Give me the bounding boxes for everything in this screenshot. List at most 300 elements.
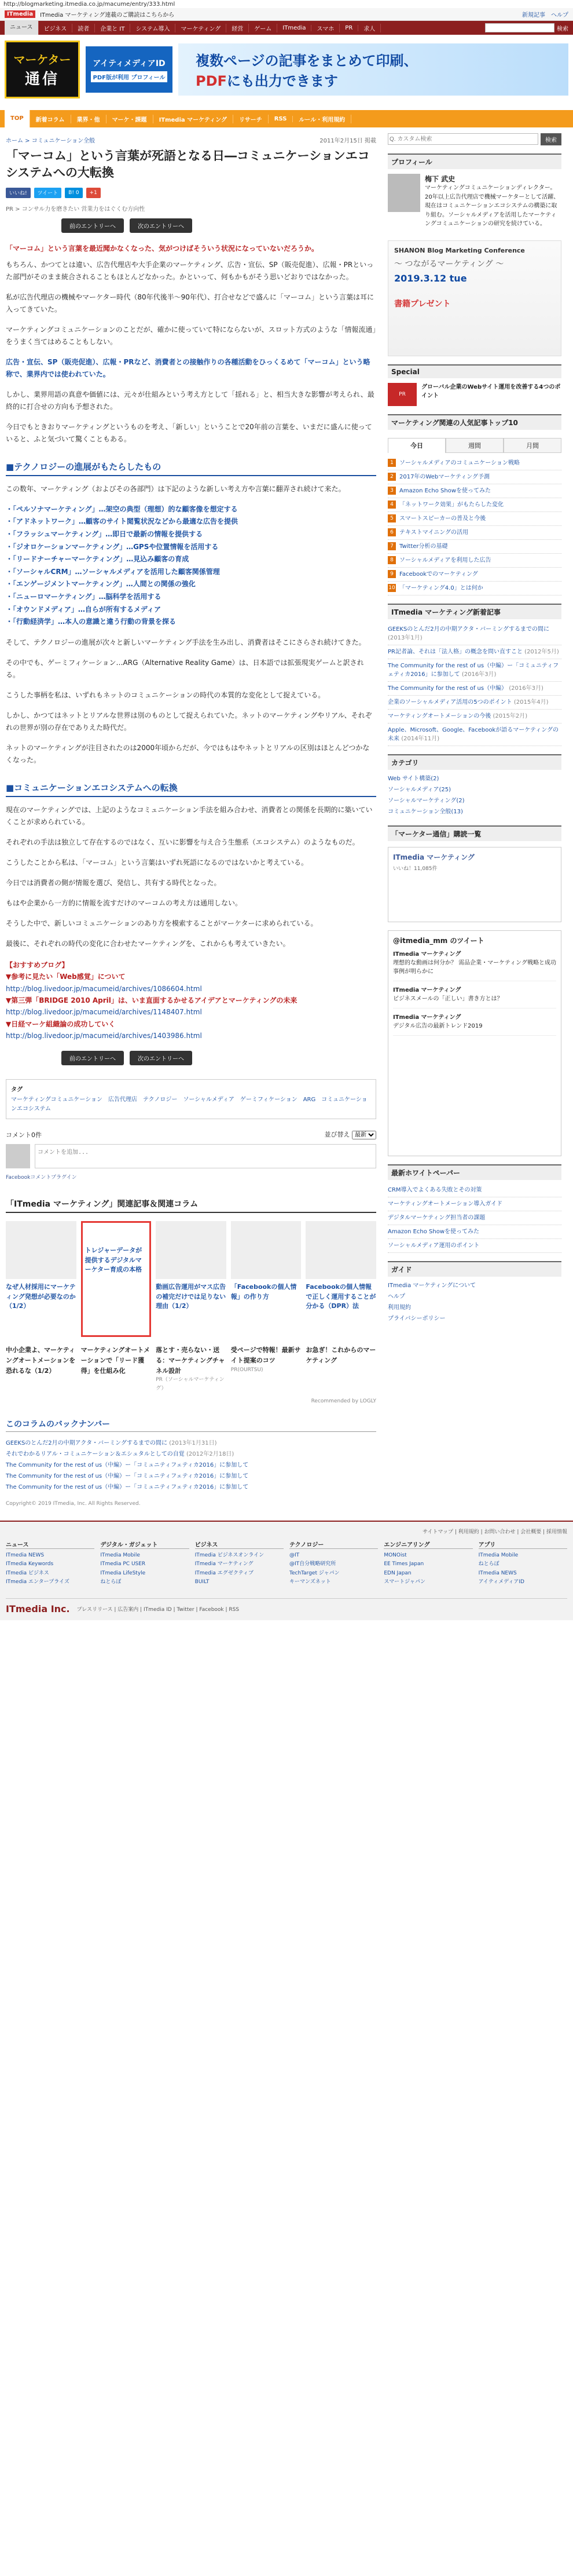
related-link-source: PR（ソーシャルマーケティング）	[156, 1377, 225, 1391]
list-item[interactable]	[388, 659, 561, 682]
list-item: ・「オウンドメディア」…自らが所有するメディア	[6, 605, 161, 613]
footer-link[interactable]: スマートジャパン	[384, 1579, 425, 1585]
whitepaper-list	[388, 1183, 561, 1253]
rank-title: Facebookでのマーケティング	[399, 571, 478, 578]
category-nav	[0, 21, 573, 35]
rank-number: 8	[388, 556, 396, 564]
link-title[interactable]: ▼参考に見たい「Web感覚」について	[6, 973, 126, 981]
news-title: PR記者論、それは「法人格」の概念を問い直すこと	[388, 648, 523, 655]
list-item[interactable]	[6, 1482, 376, 1493]
backnumber-heading: このコラムのバックナンバー	[6, 1418, 376, 1432]
ad-banner-pdf: PDF	[196, 73, 227, 89]
profile-heading: プロフィール	[388, 154, 561, 169]
list-item[interactable]	[388, 526, 561, 540]
backnumber-title: それでわかるリアル・コミュニケーション＆エシュタルとしての自覚	[6, 1451, 185, 1458]
list-item[interactable]	[6, 1438, 376, 1449]
rank-title: Twitter分析の基礎	[399, 543, 448, 550]
related-card-title: Facebookの個人情報で正しく運用することが分かる（DPR）法	[306, 1283, 376, 1310]
recommended-blog-links	[6, 959, 376, 1042]
list-item: ・「行動経済学」…本人の意識と違う行動の背景を探る	[6, 617, 177, 626]
site-header	[0, 35, 573, 104]
article-paragraph: 今日でもときおりマーケティングというものを考え、「新しい」ということで20年前の言葉を、いまだに盛んに使っていると、ふと気づいて驚くこともある。	[6, 422, 372, 443]
site-logo-line2: 通信	[24, 71, 60, 88]
rank-number: 10	[388, 584, 395, 591]
list-item[interactable]	[388, 512, 561, 526]
special-pr-badge: PR	[388, 383, 417, 406]
ad-itmedia-id-title: アイティメディアID	[93, 59, 166, 68]
footer-link[interactable]: ITmedia エグゼクティブ	[194, 1570, 254, 1576]
backnumber-title: GEEKSのとんだ2月の中期アクタ・バーミングするまでの間に	[6, 1440, 167, 1447]
footer-column-heading: エンジニアリング	[384, 1540, 472, 1549]
catnav-item[interactable]: ビジネス	[39, 24, 73, 32]
main-column	[6, 127, 376, 1515]
sidebar-search-button[interactable]: 検索	[541, 133, 561, 145]
mainnav-item[interactable]: 業界・他	[71, 115, 106, 123]
tweet[interactable]	[393, 981, 556, 1009]
related-card-highlighted[interactable]	[81, 1221, 152, 1337]
list-item[interactable]	[388, 623, 561, 645]
site-logo-line1: マーケター	[13, 53, 71, 67]
related-link-source: PR(OURTSU)	[230, 1366, 263, 1373]
list-item[interactable]	[6, 1460, 376, 1471]
category-item[interactable]: Web サイト構築(2)	[388, 775, 439, 782]
backnumber-list	[6, 1438, 376, 1493]
prev-entry-button[interactable]: 前のエントリーへ	[61, 218, 124, 233]
breadcrumb-path[interactable]: ホーム > コミュニケーション全般	[6, 138, 95, 144]
related-card[interactable]	[156, 1221, 226, 1337]
footer-link[interactable]: @IT	[289, 1552, 300, 1559]
guide-heading: ガイド	[388, 1261, 561, 1277]
article-paragraph: それぞれの手法は独立して存在するのではなく、互いに影響を与え合う生態系（エコシステム）のようなものだ。	[6, 838, 359, 846]
rank-number: 4	[388, 500, 396, 509]
article-paragraph: しかし、かつてはネットとリアルな世界は別のものとして捉えられていた。ネットのマーケティングやリアル、それぞれの世界が別の存在でありえた時代だ。	[6, 711, 372, 732]
rank-title: Amazon Echo Showを使ってみた	[399, 487, 491, 494]
list-item[interactable]: ソーシャルメディア運用のポイント	[388, 1239, 561, 1253]
article-paragraph: そうした中で、新しいコミュニケーションのあり方を模索することがマーケターに求められている。	[6, 919, 318, 927]
related-card[interactable]	[306, 1221, 376, 1337]
profile-body	[425, 174, 561, 229]
list-item: ・「ニューロマーケティング」…脳科学を活用する	[6, 592, 161, 601]
article-highlight: 広告・宣伝、SP（販売促進）、広報・PRなど、消費者との接触作りの各種活動をひっくるめて「マーコム」という略称で、業界内では使われていた。	[6, 357, 370, 378]
tweet-text: 理想的な動画は何分か？ 需品企業・マーケティング戦略と成功事例が明らかに	[393, 959, 556, 975]
guide-item[interactable]: ヘルプ	[388, 1293, 405, 1300]
news-title: The Community for the rest of us（中編）ー「コミュニティフェティカ2016」に参加して	[388, 662, 559, 678]
link-title[interactable]: ▼第三弾「BRIDGE 2010 April」は、いま直面するかせるアイデアとマーケティングの未来	[6, 996, 297, 1004]
footer-link[interactable]: EE Times Japan	[384, 1561, 424, 1567]
guide-item[interactable]: プライバシーポリシー	[388, 1315, 446, 1322]
news-title: The Community for the rest of us（中編）	[388, 685, 508, 692]
news-date: (2015年4月)	[513, 699, 549, 706]
footer-column	[195, 1540, 284, 1587]
footer-link[interactable]: MONOist	[384, 1552, 407, 1559]
facebook-page-likes: いいね！11,085件	[393, 865, 438, 872]
footer-brand-logo[interactable]: ITmedia Inc.	[6, 1603, 70, 1615]
profile	[388, 174, 561, 229]
sidebar-search	[388, 133, 561, 145]
mainnav-item[interactable]: マーケ・課題	[106, 115, 153, 123]
category-heading: カテゴリ	[388, 754, 561, 770]
ad-line: 〜 つながるマーケティング 〜	[394, 259, 504, 269]
related-thumbnail	[6, 1221, 76, 1279]
news-date: (2012年5月)	[524, 648, 559, 655]
author-name[interactable]: 梅下 武史	[425, 175, 456, 183]
footer-link[interactable]: ITmedia NEWS	[478, 1570, 517, 1576]
related-link-title: 落とす・売らない・送る：マーケティングチャネル設計	[156, 1346, 225, 1375]
ad-pdf-banner[interactable]	[178, 43, 568, 96]
footer-link[interactable]: ITmedia Mobile	[478, 1552, 519, 1559]
backnumber-title: The Community for the rest of us（中編）ー「コミュニティフェティカ2016」に参加して	[6, 1473, 249, 1480]
related-card-title: トレジャーデータが提供するデジタルマーケター育成の本格	[85, 1247, 142, 1274]
facebook-page-name[interactable]: ITmedia マーケティング	[393, 853, 475, 861]
list-item[interactable]: CRM導入でよくある失敗とその対策	[388, 1183, 561, 1197]
list-item[interactable]	[388, 682, 561, 696]
tags-list[interactable]: マーケティングコミュニケーション 広告代理店 テクノロジー ソーシャルメディア ゲーミフィケーション ARG コミュニケーションエコシステム	[11, 1097, 368, 1113]
copyright: Copyright© 2019 ITmedia, Inc. All Rights Reserved.	[6, 1501, 141, 1507]
related-link[interactable]	[306, 1345, 376, 1393]
rank-title: ソーシャルメディアを利用した広告	[399, 557, 491, 564]
list-item[interactable]	[388, 568, 561, 582]
footer-column-heading: ビジネス	[195, 1540, 284, 1549]
article-paragraph: ネットのマーケティングが注目されたのは2000年頃からだが、今ではもはやネットとリアルの区別はほとんどつかなくなった。	[6, 743, 370, 764]
catnav-item[interactable]: ゲーム	[249, 24, 277, 32]
twitter-timeline-widget[interactable]	[388, 930, 561, 1156]
link-url[interactable]: http://blog.livedoor.jp/macumeid/archives/1086604.html	[6, 984, 202, 993]
tags-label: タグ	[11, 1087, 23, 1094]
rank-title: 「マーケティング4.0」とは何か	[399, 584, 483, 591]
article-paragraph: こうした事柄を私は、いずれもネットのコミュニケーションの時代の本質的な変化として捉えている。	[6, 690, 325, 699]
topbar-link-new[interactable]: 新規記事	[522, 12, 545, 19]
rank-number: 3	[388, 487, 396, 495]
article-date: 2011年2月15日 掲載	[319, 138, 376, 144]
related-card[interactable]	[6, 1221, 76, 1337]
ad-shanon-conference[interactable]	[388, 240, 561, 356]
guide-item[interactable]: 利用規約	[388, 1304, 411, 1311]
tab-today[interactable]: 今日	[388, 438, 446, 453]
sidebar-search-input[interactable]	[388, 133, 538, 145]
list-item[interactable]: Amazon Echo Showを使ってみた	[388, 1225, 561, 1239]
list-item[interactable]	[6, 1471, 376, 1482]
ad-banner-line1: 複数ページの記事をまとめて印刷、	[196, 53, 418, 69]
related-link[interactable]	[156, 1345, 226, 1393]
article-lead: 「マーコム」という言葉を最近聞かなくなった、気がつけばそういう状況になっていないだろうか。	[6, 244, 319, 253]
footer-link[interactable]: ITmedia Keywords	[6, 1561, 54, 1567]
catnav-search-button[interactable]: 検索	[557, 25, 568, 32]
itmedia-logo[interactable]: ITmedia	[5, 10, 35, 18]
list-item[interactable]	[6, 1449, 376, 1460]
ad-line: 書籍プレゼント	[394, 299, 451, 309]
catnav-item[interactable]: システム導入	[130, 24, 175, 32]
ad-itmedia-id[interactable]	[86, 46, 172, 93]
related-link[interactable]	[231, 1345, 302, 1393]
sort-select[interactable]	[352, 1131, 376, 1139]
recommended-by[interactable]: Recommended by LOGLY	[311, 1398, 376, 1405]
footer-link[interactable]: ITmedia エンタープライズ	[6, 1579, 69, 1585]
footer-link[interactable]: キーマンズネット	[289, 1579, 331, 1585]
comment-count: コメント0件	[6, 1131, 42, 1139]
tweet[interactable]	[393, 945, 556, 981]
news-title: 企業のソーシャルメディア活用の5つのポイント	[388, 699, 512, 706]
avatar	[6, 1144, 30, 1168]
ad-banner-line2-rest: にも出力できます	[226, 73, 338, 89]
address-bar[interactable]: http://blogmarketing.itmedia.co.jp/macume/entry/333.html	[0, 0, 573, 8]
related-card-title: なぜ人材採用にマーケティング発想が必要なのか（1/2）	[6, 1283, 76, 1310]
ad-itmedia-id-sub: PDF版が利用 プロフィール	[91, 71, 168, 82]
social-buttons	[6, 188, 376, 198]
list-item[interactable]	[388, 484, 561, 498]
footer-link[interactable]: EDN Japan	[384, 1570, 412, 1576]
footer-link[interactable]: ITmedia LifeStyle	[100, 1570, 146, 1576]
catnav-item[interactable]: 求人	[358, 24, 381, 32]
sort-label: 並び替え	[324, 1131, 350, 1139]
next-entry-button[interactable]: 次のエントリーへ	[130, 218, 192, 233]
pr-note[interactable]: PR > コンサル力を磨きたい 営業力をはぐくむ方向性	[6, 206, 145, 213]
facebook-comments-plugin-link[interactable]: Facebookコメントプラグイン	[6, 1175, 77, 1181]
related-thumbnail	[231, 1221, 302, 1279]
related-link-title: お急ぎ！これからのマーケティング	[306, 1346, 376, 1365]
tweet-button[interactable]: ツイート	[34, 188, 62, 198]
category-item[interactable]: コミュニケーション全般(13)	[388, 808, 463, 815]
facebook-like-button[interactable]: いいね!	[6, 188, 31, 198]
article-paragraph: そして、テクノロジーの進展が次々と新しいマーケティング手法を生み出し、消費者はそこにさらされ続けてきた。	[6, 638, 366, 646]
mainnav-item[interactable]: RSS	[269, 116, 293, 122]
list-item[interactable]	[388, 582, 561, 595]
list-item[interactable]	[388, 554, 561, 568]
author-bio: マーケティングコミュニケーションディレクター。20年以上広告代理店で機械マーケターとして活躍、現在はコミュニケーションエコシステムの構築に取り組む。ソーシャルメディアを活用したマーケティングコミュニケーションの研究を続けている。	[425, 185, 560, 227]
prev-entry-button[interactable]: 前のエントリーへ	[61, 1051, 124, 1065]
article-paragraph: 現在のマーケティングでは、上記のようなコミュニケーション手法を組み合わせ、消費者との関係を長期的に築いていくことが求められている。	[6, 805, 373, 826]
related-heading: 「ITmedia マーケティング」関連記事＆関連コラム	[6, 1198, 376, 1213]
article-paragraph: もちろん、かつてとは違い、広告代理店や大手企業のマーケティング、広告・宣伝、SP（販売促進）、広報・PRといった部門がそのまま統合されることもほとんどなかった。かといって、何もかもがそう思いどおりではなかった。	[6, 260, 374, 281]
tab-week[interactable]: 週間	[446, 438, 504, 453]
topbar-tagline[interactable]: ITmedia マーケティング連載のご購読はこちらから	[40, 12, 175, 19]
facebook-page-widget[interactable]	[388, 847, 561, 922]
rank-title: 「ネットワーク効果」がもたらした変化	[399, 501, 504, 508]
mainnav-item[interactable]: ITmedia マーケティング	[153, 115, 233, 123]
topbar-link-help[interactable]: ヘルプ	[551, 12, 568, 19]
footer-column-heading: テクノロジー	[289, 1540, 378, 1549]
catnav-item[interactable]: マーケティング	[175, 24, 226, 32]
comments-header	[6, 1130, 376, 1139]
catnav-item[interactable]: 企業と IT	[95, 24, 130, 32]
list-item: ・「ジオロケーションマーケティング」…GPSや位置情報を活用する	[6, 542, 219, 551]
list-item[interactable]	[388, 724, 561, 746]
rank-number: 6	[388, 528, 396, 536]
news-heading: ITmedia マーケティング新着記事	[388, 604, 561, 619]
footer-columns	[6, 1540, 567, 1587]
list-item: ・「エンゲージメントマーケティング」…人間との関係の強化	[6, 580, 196, 589]
footer-column	[384, 1540, 472, 1587]
article-paragraph: 今日では消費者の側が情報を選び、発信し、共有する時代となった。	[6, 878, 221, 887]
tab-month[interactable]: 月間	[504, 438, 561, 453]
rank-number: 5	[388, 514, 396, 522]
article-paragraph: しかし、業界用語の真意や価値には、元々が仕組みという考え方として「揺れる」と、相当大きな影響が考えられ、最終的に打合せの方向も予想された。	[6, 390, 374, 411]
related-card-title: 動画広告運用がマス広告の補完だけでは足りない理由（1/2）	[156, 1283, 226, 1310]
article-paragraph	[6, 356, 376, 381]
rank-number: 1	[388, 459, 396, 467]
backnumber-title: The Community for the rest of us（中編）ー「コミュニティフェティカ2016」に参加して	[6, 1484, 249, 1491]
author-photo	[388, 174, 420, 212]
tweet-text: デジタル広告の最新トレンド2019	[393, 1022, 483, 1029]
tag-box	[6, 1079, 376, 1119]
list-item: ・「ソーシャルCRM」…ソーシャルメディアを活用した顧客関係管理	[6, 567, 220, 576]
backnumber-date: (2012年2月18日)	[186, 1451, 234, 1458]
hatena-bookmark-button[interactable]: B! 0	[65, 188, 82, 198]
category-list	[388, 773, 561, 817]
footer-column-heading: ニュース	[6, 1540, 94, 1549]
footer-link[interactable]: アイティメディアID	[478, 1579, 524, 1585]
subscribe-heading: 「マーケター通信」購読一覧	[388, 825, 561, 841]
related-card-title: 「Facebookの個人情報」の作り方	[230, 1283, 297, 1300]
related-grid-2	[6, 1345, 376, 1393]
footer-links[interactable]: プレスリリース | 広告案内 | ITmedia ID | Twitter | Facebook | RSS	[76, 1607, 240, 1613]
list-item[interactable]	[388, 540, 561, 554]
special-item[interactable]	[388, 383, 561, 406]
catnav-item[interactable]: スマホ	[311, 24, 340, 32]
list-item[interactable]	[388, 710, 561, 724]
ad-line: SHANON Blog Marketing Conference	[394, 246, 525, 254]
category-item[interactable]: ソーシャルマーケティング(2)	[388, 797, 465, 804]
site-logo[interactable]	[5, 41, 80, 98]
comment-sort	[325, 1130, 377, 1139]
entry-nav-top	[61, 218, 376, 233]
link-url[interactable]: http://blog.livedoor.jp/macumeid/archives/1148407.html	[6, 1008, 202, 1017]
list-item: ・「アドネットワーク」…顧客のサイト閲覧状況などから最適な広告を提供	[6, 517, 238, 526]
article-paragraph: こうしたことから私は、「マーコム」という言葉はいずれ死語になるのではないかと考えている。	[6, 858, 308, 867]
section-heading: ■テクノロジーの進展がもたらしたもの	[6, 461, 376, 476]
google-plus-button[interactable]: +1	[86, 188, 101, 198]
breadcrumb	[6, 136, 376, 144]
mainnav-item-top[interactable]: TOP	[5, 110, 30, 127]
category-item[interactable]: ソーシャルメディア(25)	[388, 786, 451, 793]
footer-link[interactable]: ITmedia Mobile	[100, 1552, 140, 1559]
guide-item[interactable]: ITmedia マーケティングについて	[388, 1282, 476, 1289]
news-date: (2013年1月)	[388, 634, 423, 641]
footer-column-heading: デジタル・ガジェット	[100, 1540, 189, 1549]
footer-link[interactable]: BUILT	[194, 1579, 210, 1585]
footer-link[interactable]: TechTarget ジャパン	[289, 1570, 340, 1576]
related-thumbnail	[156, 1221, 226, 1279]
list-item: ・「リードナーチャーマーケティング」…見込み顧客の育成	[6, 555, 189, 564]
article-paragraph: その中でも、ゲーミフィケーション…ARG（Alternative Reality Game）は、日本語では拡張現実ゲームと訳される。	[6, 658, 364, 679]
footer-link[interactable]: ITmedia ビジネスオンライン	[194, 1552, 265, 1559]
ranking-heading: マーケティング関連の人気記事トップ10	[388, 414, 561, 430]
news-date: (2015年2月)	[493, 712, 528, 719]
main-nav	[0, 110, 573, 127]
rank-number: 2	[388, 473, 396, 481]
sidebar	[388, 127, 561, 1515]
special-heading: Special	[388, 364, 561, 378]
related-thumbnail	[83, 1223, 150, 1240]
ranking-list	[388, 456, 561, 595]
related-link-title: 中小企業よ、マーケティングオートメーションを恐れるな（1/2）	[6, 1346, 76, 1375]
news-title: GEEKSのとんだ2月の中期アクタ・バーミングするまでの間に	[388, 626, 549, 633]
guide-list	[388, 1280, 561, 1324]
catnav-item[interactable]: PR	[340, 25, 358, 31]
footer-topline[interactable]: サイトマップ | 利用規約 | お問い合わせ | 会社概要 | 採用情報	[422, 1529, 567, 1536]
comment-composer	[6, 1144, 376, 1168]
list-item[interactable]: マーケティングオートメーション導入ガイド	[388, 1197, 561, 1211]
news-date: (2014年11月)	[401, 735, 440, 742]
tweet[interactable]	[393, 1009, 556, 1036]
link-title[interactable]: ▼日経マーケ組織論の成功していく	[6, 1020, 116, 1028]
ad-banner-line2	[196, 70, 568, 90]
list-item[interactable]	[388, 696, 561, 710]
footer-column	[479, 1540, 567, 1587]
news-list	[388, 623, 561, 746]
article-paragraph: もはや企業から一方的に情報を流すだけのマーコムの考え方は通用しない。	[6, 898, 243, 907]
news-title: Apple、Microsoft、Google、Facebookが語るマーケティングの未来	[388, 726, 559, 742]
footer-link[interactable]: ITmedia ビジネス	[6, 1570, 49, 1576]
related-link[interactable]	[6, 1345, 76, 1393]
list-item[interactable]: デジタルマーケティング担当者の課題	[388, 1211, 561, 1225]
article-paragraph: マーケティングコミュニケーションのことだが、確かに使っていて特にならないが、スロット方式のような「情報流通」をうまく当てはめることもしない。	[6, 325, 376, 346]
news-date: (2016年3月)	[461, 671, 497, 678]
catnav-item[interactable]: ITmedia	[277, 25, 311, 31]
tweet-user: ITmedia マーケティング	[393, 986, 461, 993]
footer-bottom	[6, 1598, 567, 1614]
rank-title: 2017年のWebマーケティング予測	[399, 473, 490, 480]
section-heading: ■コミュニケーションエコシステムへの転換	[6, 781, 376, 797]
link-url[interactable]: http://blog.livedoor.jp/macumeid/archives/1403986.html	[6, 1032, 202, 1040]
related-grid	[6, 1221, 376, 1337]
footer-link[interactable]: @IT自分戦略研究所	[289, 1561, 336, 1567]
catnav-item[interactable]: 経営	[226, 24, 249, 32]
catnav-search	[485, 23, 568, 32]
list-item: ・「ペルソナマーケティング」…架空の典型（理想）的な顧客像を想定する	[6, 505, 238, 513]
related-link-title: マーケティングオートメーションで「リード獲得」を仕組み化	[80, 1346, 150, 1375]
comment-input[interactable]	[35, 1144, 376, 1168]
catnav-item[interactable]: ニュース	[5, 21, 39, 35]
related-card[interactable]	[231, 1221, 302, 1337]
footer-link[interactable]: ねとらぼ	[478, 1561, 499, 1567]
rank-title: スマートスピーカーの普及と今後	[399, 515, 486, 522]
list-item[interactable]	[388, 645, 561, 659]
top-bar	[0, 8, 573, 21]
mainnav-item[interactable]: リサーチ	[233, 115, 269, 123]
news-title: マーケティングオートメーションの今後	[388, 712, 491, 719]
rank-number: 7	[388, 542, 396, 550]
mainnav-item[interactable]: 新着コラム	[30, 115, 71, 123]
backnumber-title: The Community for the rest of us（中編）ー「コミュニティフェティカ2016」に参加して	[6, 1462, 249, 1469]
next-entry-button[interactable]: 次のエントリーへ	[130, 1051, 192, 1065]
related-link[interactable]	[81, 1345, 152, 1393]
twitter-widget-heading: @itmedia_mm のツイート	[393, 936, 484, 945]
catnav-item[interactable]: 読者	[72, 24, 95, 32]
related-thumbnail	[306, 1221, 376, 1279]
list-item[interactable]	[388, 498, 561, 512]
list-item[interactable]	[388, 470, 561, 484]
footer-link[interactable]: ITmedia マーケティング	[194, 1561, 254, 1567]
list-item[interactable]	[388, 456, 561, 470]
tweet-user: ITmedia マーケティング	[393, 1014, 461, 1021]
footer-link[interactable]: ITmedia PC USER	[100, 1561, 146, 1567]
catnav-search-input[interactable]	[485, 23, 554, 32]
footer-link[interactable]: ねとらぼ	[100, 1579, 122, 1585]
trend-list	[6, 503, 376, 629]
list-item: ・「フラッシュマーケティング」…即日で最新の情報を提供する	[6, 529, 203, 538]
entry-nav-bottom	[61, 1051, 376, 1065]
special-title: グローバル企業のWebサイト運用を改善する4つのポイント	[421, 383, 561, 399]
whitepaper-heading: 最新ホワイトペーパー	[388, 1164, 561, 1180]
related-link-title: 受ページで特報！最新サイト提案のコツ	[230, 1346, 301, 1365]
page-layout	[0, 127, 573, 1515]
tweet-user: ITmedia マーケティング	[393, 951, 461, 958]
article-title: 「マーコム」という言葉が死語となる日―コミュニケーションエコシステムへの大転換	[6, 149, 370, 180]
article-paragraph: 私が広告代理店の機械やマーケター時代（80年代後半〜90年代）、打合せなどで盛んに「マーコム」という言葉は耳に入ってきていた。	[6, 293, 374, 313]
footer-column-heading: アプリ	[479, 1540, 567, 1549]
mainnav-item[interactable]: ルール・利用規約	[293, 115, 351, 123]
footer-link[interactable]: ITmedia NEWS	[6, 1552, 45, 1559]
